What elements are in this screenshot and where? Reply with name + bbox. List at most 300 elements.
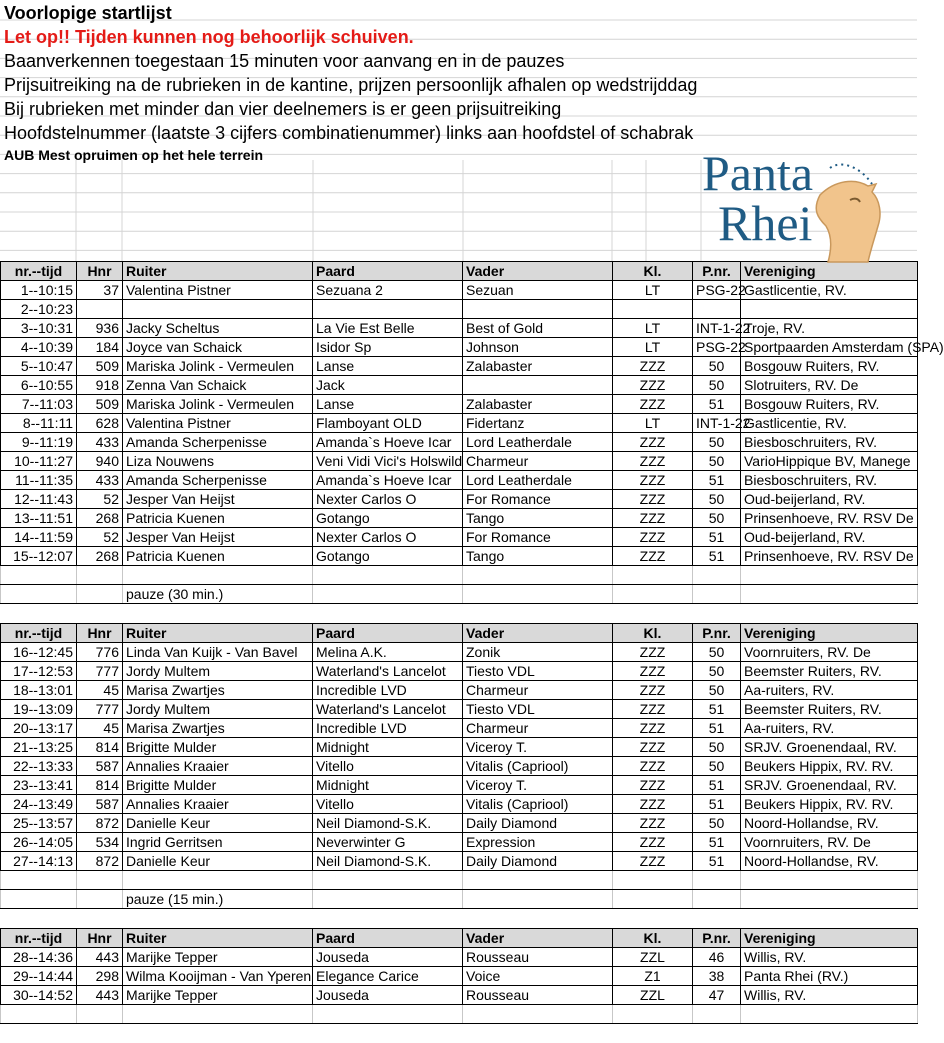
cell-vereniging: Bosgouw Ruiters, RV.: [741, 395, 918, 414]
cell-kl: ZZZ: [613, 643, 693, 662]
cell-ruiter: Valentina Pistner: [123, 281, 313, 300]
column-header-vader: Vader: [463, 262, 613, 281]
column-header-kl: Kl.: [613, 624, 693, 643]
cell-paard: Vitello: [313, 795, 463, 814]
cell-vader: Charmeur: [463, 681, 613, 700]
table-row: [1, 986, 918, 1005]
cell-hnr: 433: [77, 433, 123, 452]
cell-pnr: 51: [693, 395, 741, 414]
cell-kl: ZZZ: [613, 509, 693, 528]
table-row: [1, 662, 918, 681]
empty-cell: [123, 871, 313, 890]
cell-vereniging: Bosgouw Ruiters, RV.: [741, 357, 918, 376]
cell-ruiter: Marisa Zwartjes: [123, 681, 313, 700]
cell-pnr: INT-1-22: [693, 319, 741, 338]
cell-pnr: 38: [693, 967, 741, 986]
cell-vereniging: Prinsenhoeve, RV. RSV De: [741, 509, 918, 528]
table-row: [1, 433, 918, 452]
cell-paard: Nexter Carlos O: [313, 528, 463, 547]
table-header-row: [1, 624, 918, 643]
cell-vereniging: Biesboschruiters, RV.: [741, 471, 918, 490]
cell-kl: ZZZ: [613, 490, 693, 509]
empty-cell: [313, 871, 463, 890]
cell-ruiter: Marijke Tepper: [123, 948, 313, 967]
cell-hnr: 37: [77, 281, 123, 300]
table-row: [1, 833, 918, 852]
cell-nr-tijd: 18--13:01: [1, 681, 77, 700]
cell-kl: [613, 300, 693, 319]
cell-vereniging: Sportpaarden Amsterdam (SPA): [741, 338, 918, 357]
column-header-paard: Paard: [313, 929, 463, 948]
cell-vader: Zonik: [463, 643, 613, 662]
cell-hnr: 628: [77, 414, 123, 433]
cell-pnr: PSG-22: [693, 338, 741, 357]
cell-paard: [313, 300, 463, 319]
cell-nr-tijd: 19--13:09: [1, 700, 77, 719]
empty-cell: [741, 585, 918, 604]
cell-vereniging: SRJV. Groenendaal, RV.: [741, 776, 918, 795]
cell-vader: Johnson: [463, 338, 613, 357]
cell-ruiter: Zenna Van Schaick: [123, 376, 313, 395]
cell-vereniging: Panta Rhei (RV.): [741, 967, 918, 986]
table-row: [1, 795, 918, 814]
cell-kl: ZZZ: [613, 700, 693, 719]
cell-vereniging: Biesboschruiters, RV.: [741, 433, 918, 452]
cell-pnr: PSG-22: [693, 281, 741, 300]
pause-label: pauze (30 min.): [123, 585, 313, 604]
cell-vereniging: Prinsenhoeve, RV. RSV De: [741, 547, 918, 566]
cell-vader: Voice: [463, 967, 613, 986]
cell-kl: ZZZ: [613, 528, 693, 547]
cell-vereniging: Beukers Hippix, RV. RV.: [741, 757, 918, 776]
cell-ruiter: Brigitte Mulder: [123, 776, 313, 795]
cell-kl: ZZZ: [613, 833, 693, 852]
cell-kl: ZZL: [613, 948, 693, 967]
cell-paard: Neil Diamond-S.K.: [313, 852, 463, 871]
empty-cell: [693, 585, 741, 604]
empty-cell: [313, 890, 463, 909]
cell-pnr: 47: [693, 986, 741, 1005]
cell-ruiter: Jordy Multem: [123, 662, 313, 681]
cell-nr-tijd: 17--12:53: [1, 662, 77, 681]
table-row: [1, 681, 918, 700]
column-header-ruiter: Ruiter: [123, 262, 313, 281]
note-line-2: Prijsuitreiking na de rubrieken in de kantine, prijzen persoonlijk afhalen op wedstrijddag: [4, 75, 698, 95]
cell-ruiter: Jordy Multem: [123, 700, 313, 719]
cell-ruiter: Linda Van Kuijk - Van Bavel: [123, 643, 313, 662]
cell-kl: LT: [613, 414, 693, 433]
cell-vader: Vitalis (Capriool): [463, 795, 613, 814]
cell-paard: Jouseda: [313, 948, 463, 967]
table-row: [1, 967, 918, 986]
cell-vader: Viceroy T.: [463, 776, 613, 795]
cell-nr-tijd: 3--10:31: [1, 319, 77, 338]
empty-cell: [463, 1005, 613, 1024]
cell-kl: ZZZ: [613, 471, 693, 490]
cell-vader: Fidertanz: [463, 414, 613, 433]
cell-ruiter: Annalies Kraaier: [123, 795, 313, 814]
cell-vereniging: VarioHippique BV, Manege: [741, 452, 918, 471]
blank-row: [1, 1005, 918, 1024]
cell-vereniging: Slotruiters, RV. De: [741, 376, 918, 395]
cell-kl: ZZZ: [613, 757, 693, 776]
cell-pnr: 46: [693, 948, 741, 967]
cell-nr-tijd: 28--14:36: [1, 948, 77, 967]
empty-cell: [77, 871, 123, 890]
cell-vader: [463, 376, 613, 395]
cell-nr-tijd: 25--13:57: [1, 814, 77, 833]
cell-vader: Tango: [463, 509, 613, 528]
note-bold-line: AUB Mest opruimen op het hele terrein: [4, 147, 264, 163]
empty-cell: [613, 585, 693, 604]
empty-cell: [77, 566, 123, 585]
cell-nr-tijd: 5--10:47: [1, 357, 77, 376]
cell-ruiter: Jesper Van Heijst: [123, 528, 313, 547]
cell-paard: Incredible LVD: [313, 681, 463, 700]
cell-vader: Zalabaster: [463, 395, 613, 414]
cell-hnr: 587: [77, 757, 123, 776]
cell-ruiter: Marisa Zwartjes: [123, 719, 313, 738]
cell-vereniging: Beemster Ruiters, RV.: [741, 700, 918, 719]
column-header-hnr: Hnr: [77, 929, 123, 948]
cell-pnr: 50: [693, 757, 741, 776]
cell-ruiter: Patricia Kuenen: [123, 509, 313, 528]
column-header-ruiter: Ruiter: [123, 624, 313, 643]
cell-pnr: 51: [693, 700, 741, 719]
column-header-paard: Paard: [313, 624, 463, 643]
cell-ruiter: Brigitte Mulder: [123, 738, 313, 757]
cell-hnr: 872: [77, 852, 123, 871]
startlist-section-1: [0, 261, 944, 604]
cell-vader: Expression: [463, 833, 613, 852]
cell-ruiter: Danielle Keur: [123, 852, 313, 871]
column-header-pnr: P.nr.: [693, 262, 741, 281]
cell-kl: LT: [613, 338, 693, 357]
cell-paard: Isidor Sp: [313, 338, 463, 357]
note-line-3: Bij rubrieken met minder dan vier deelnemers is er geen prijsuitreiking: [4, 99, 562, 119]
cell-hnr: 268: [77, 509, 123, 528]
empty-cell: [693, 1005, 741, 1024]
table-header-row: [1, 929, 918, 948]
cell-ruiter: Patricia Kuenen: [123, 547, 313, 566]
cell-pnr: 50: [693, 433, 741, 452]
cell-paard: Incredible LVD: [313, 719, 463, 738]
cell-paard: Amanda`s Hoeve Icar: [313, 433, 463, 452]
cell-nr-tijd: 2--10:23: [1, 300, 77, 319]
cell-vereniging: Willis, RV.: [741, 986, 918, 1005]
blank-row: [1, 871, 918, 890]
cell-pnr: 51: [693, 795, 741, 814]
note-line-4: Hoofdstelnummer (laatste 3 cijfers combinatienummer) links aan hoofdstel of schabrak: [4, 123, 694, 143]
cell-vader: Zalabaster: [463, 357, 613, 376]
cell-vader: Sezuan: [463, 281, 613, 300]
cell-ruiter: Mariska Jolink - Vermeulen: [123, 357, 313, 376]
cell-hnr: 443: [77, 948, 123, 967]
cell-vereniging: Oud-beijerland, RV.: [741, 490, 918, 509]
empty-cell: [741, 871, 918, 890]
column-header-pnr: P.nr.: [693, 624, 741, 643]
empty-cell: [77, 1005, 123, 1024]
cell-pnr: 50: [693, 357, 741, 376]
pause-row: [1, 890, 918, 909]
cell-hnr: 814: [77, 738, 123, 757]
cell-hnr: 777: [77, 700, 123, 719]
column-header-pnr: P.nr.: [693, 929, 741, 948]
empty-cell: [123, 566, 313, 585]
cell-ruiter: Jacky Scheltus: [123, 319, 313, 338]
panta-rhei-logo: [700, 140, 884, 264]
cell-kl: ZZZ: [613, 814, 693, 833]
cell-ruiter: Annalies Kraaier: [123, 757, 313, 776]
cell-vader: Lord Leatherdale: [463, 471, 613, 490]
cell-pnr: 51: [693, 776, 741, 795]
startlist-section-2: [0, 623, 918, 909]
column-header-vader: Vader: [463, 624, 613, 643]
table-row: [1, 509, 918, 528]
cell-nr-tijd: 21--13:25: [1, 738, 77, 757]
cell-pnr: 50: [693, 452, 741, 471]
cell-kl: ZZZ: [613, 719, 693, 738]
cell-kl: ZZZ: [613, 852, 693, 871]
empty-cell: [741, 566, 918, 585]
cell-nr-tijd: 9--11:19: [1, 433, 77, 452]
cell-paard: Waterland's Lancelot: [313, 662, 463, 681]
pause-label: pauze (15 min.): [123, 890, 313, 909]
empty-cell: [613, 871, 693, 890]
cell-nr-tijd: 22--13:33: [1, 757, 77, 776]
cell-nr-tijd: 24--13:49: [1, 795, 77, 814]
cell-hnr: 587: [77, 795, 123, 814]
table-row: [1, 719, 918, 738]
cell-pnr: 51: [693, 528, 741, 547]
cell-nr-tijd: 4--10:39: [1, 338, 77, 357]
table-row: [1, 414, 918, 433]
startlist-section-3: [0, 928, 918, 1024]
cell-ruiter: Danielle Keur: [123, 814, 313, 833]
column-header-kl: Kl.: [613, 929, 693, 948]
cell-nr-tijd: 30--14:52: [1, 986, 77, 1005]
cell-hnr: 433: [77, 471, 123, 490]
cell-paard: La Vie Est Belle: [313, 319, 463, 338]
empty-cell: [693, 890, 741, 909]
page-title: Voorlopige startlijst: [4, 3, 172, 23]
cell-kl: ZZL: [613, 986, 693, 1005]
cell-ruiter: Joyce van Schaick: [123, 338, 313, 357]
column-header-nr-tijd: nr.--tijd: [1, 929, 77, 948]
cell-paard: Sezuana 2: [313, 281, 463, 300]
cell-paard: Melina A.K.: [313, 643, 463, 662]
empty-cell: [741, 1005, 918, 1024]
cell-nr-tijd: 11--11:35: [1, 471, 77, 490]
table-row: [1, 643, 918, 662]
table-row: [1, 948, 918, 967]
cell-ruiter: Wilma Kooijman - Van Yperen: [123, 967, 313, 986]
empty-cell: [463, 871, 613, 890]
cell-pnr: 51: [693, 471, 741, 490]
cell-hnr: 777: [77, 662, 123, 681]
empty-cell: [463, 566, 613, 585]
table-row: [1, 281, 918, 300]
cell-paard: Gotango: [313, 547, 463, 566]
cell-paard: Neil Diamond-S.K.: [313, 814, 463, 833]
cell-kl: ZZZ: [613, 795, 693, 814]
cell-vader: Tiesto VDL: [463, 700, 613, 719]
empty-cell: [313, 1005, 463, 1024]
empty-cell: [77, 890, 123, 909]
cell-vader: Lord Leatherdale: [463, 433, 613, 452]
horse-head-icon: [816, 181, 880, 262]
empty-cell: [463, 890, 613, 909]
table-row: [1, 528, 918, 547]
empty-cell: [1, 585, 77, 604]
table-row: [1, 319, 918, 338]
empty-cell: [613, 1005, 693, 1024]
cell-pnr: 50: [693, 738, 741, 757]
cell-nr-tijd: 16--12:45: [1, 643, 77, 662]
empty-cell: [77, 585, 123, 604]
cell-vader: Charmeur: [463, 452, 613, 471]
cell-nr-tijd: 29--14:44: [1, 967, 77, 986]
cell-hnr: 936: [77, 319, 123, 338]
cell-nr-tijd: 27--14:13: [1, 852, 77, 871]
cell-vereniging: Troje, RV.: [741, 319, 918, 338]
cell-vader: For Romance: [463, 528, 613, 547]
cell-nr-tijd: 8--11:11: [1, 414, 77, 433]
cell-hnr: 509: [77, 395, 123, 414]
table-row: [1, 738, 918, 757]
cell-paard: Lanse: [313, 357, 463, 376]
cell-vader: Tango: [463, 547, 613, 566]
cell-vader: Charmeur: [463, 719, 613, 738]
cell-hnr: 509: [77, 357, 123, 376]
cell-kl: ZZZ: [613, 433, 693, 452]
cell-pnr: 50: [693, 490, 741, 509]
cell-vereniging: Beemster Ruiters, RV.: [741, 662, 918, 681]
cell-vader: Viceroy T.: [463, 738, 613, 757]
cell-pnr: 51: [693, 547, 741, 566]
cell-hnr: 534: [77, 833, 123, 852]
empty-cell: [741, 890, 918, 909]
cell-hnr: 940: [77, 452, 123, 471]
cell-hnr: [77, 300, 123, 319]
cell-hnr: 443: [77, 986, 123, 1005]
cell-vereniging: Aa-ruiters, RV.: [741, 719, 918, 738]
cell-ruiter: Amanda Scherpenisse: [123, 471, 313, 490]
column-header-vader: Vader: [463, 929, 613, 948]
cell-nr-tijd: 14--11:59: [1, 528, 77, 547]
cell-paard: Jack: [313, 376, 463, 395]
cell-nr-tijd: 13--11:51: [1, 509, 77, 528]
cell-pnr: 50: [693, 662, 741, 681]
cell-kl: ZZZ: [613, 547, 693, 566]
cell-paard: Amanda`s Hoeve Icar: [313, 471, 463, 490]
cell-vereniging: Noord-Hollandse, RV.: [741, 814, 918, 833]
cell-kl: ZZZ: [613, 776, 693, 795]
cell-ruiter: Mariska Jolink - Vermeulen: [123, 395, 313, 414]
pause-row: [1, 585, 918, 604]
cell-nr-tijd: 20--13:17: [1, 719, 77, 738]
cell-vereniging: Voornruiters, RV. De: [741, 643, 918, 662]
cell-vader: [463, 300, 613, 319]
table-row: [1, 376, 918, 395]
cell-nr-tijd: 12--11:43: [1, 490, 77, 509]
table-row: [1, 757, 918, 776]
cell-pnr: 50: [693, 681, 741, 700]
table-row: [1, 357, 918, 376]
empty-cell: [313, 566, 463, 585]
empty-cell: [1, 566, 77, 585]
column-header-vereniging: Vereniging: [741, 929, 918, 948]
cell-pnr: 50: [693, 643, 741, 662]
cell-hnr: 45: [77, 681, 123, 700]
cell-kl: ZZZ: [613, 357, 693, 376]
logo-line-rhei: Rhei: [718, 195, 813, 251]
cell-ruiter: Ingrid Gerritsen: [123, 833, 313, 852]
table-row: [1, 338, 918, 357]
cell-vader: Vitalis (Capriool): [463, 757, 613, 776]
cell-pnr: [693, 300, 741, 319]
column-header-vereniging: Vereniging: [741, 262, 918, 281]
blank-row: [1, 566, 918, 585]
cell-kl: ZZZ: [613, 452, 693, 471]
cell-ruiter: Marijke Tepper: [123, 986, 313, 1005]
cell-ruiter: Jesper Van Heijst: [123, 490, 313, 509]
table-row: [1, 547, 918, 566]
cell-vereniging: Gastlicentie, RV.: [741, 281, 918, 300]
table-row: [1, 452, 918, 471]
cell-nr-tijd: 1--10:15: [1, 281, 77, 300]
cell-kl: ZZZ: [613, 662, 693, 681]
table-row: [1, 814, 918, 833]
empty-cell: [693, 566, 741, 585]
cell-paard: Waterland's Lancelot: [313, 700, 463, 719]
cell-paard: Jouseda: [313, 986, 463, 1005]
table-row: [1, 852, 918, 871]
cell-ruiter: Amanda Scherpenisse: [123, 433, 313, 452]
empty-cell: [463, 585, 613, 604]
cell-vereniging: Voornruiters, RV. De: [741, 833, 918, 852]
empty-cell: [613, 566, 693, 585]
cell-pnr: 50: [693, 814, 741, 833]
cell-vereniging: [741, 300, 918, 319]
cell-nr-tijd: 15--12:07: [1, 547, 77, 566]
empty-cell: [693, 871, 741, 890]
cell-hnr: 52: [77, 528, 123, 547]
cell-kl: ZZZ: [613, 681, 693, 700]
column-header-nr-tijd: nr.--tijd: [1, 262, 77, 281]
column-header-hnr: Hnr: [77, 262, 123, 281]
column-header-nr-tijd: nr.--tijd: [1, 624, 77, 643]
table-row: [1, 395, 918, 414]
empty-cell: [1, 871, 77, 890]
cell-paard: Midnight: [313, 738, 463, 757]
empty-cell: [613, 890, 693, 909]
cell-vader: For Romance: [463, 490, 613, 509]
cell-kl: LT: [613, 281, 693, 300]
empty-cell: [313, 585, 463, 604]
cell-paard: Nexter Carlos O: [313, 490, 463, 509]
note-line-1: Baanverkennen toegestaan 15 minuten voor aanvang en in de pauzes: [4, 51, 565, 71]
cell-vader: Rousseau: [463, 986, 613, 1005]
cell-nr-tijd: 6--10:55: [1, 376, 77, 395]
cell-vereniging: Noord-Hollandse, RV.: [741, 852, 918, 871]
cell-nr-tijd: 23--13:41: [1, 776, 77, 795]
logo-line-panta: Panta: [702, 145, 814, 201]
cell-vereniging: Oud-beijerland, RV.: [741, 528, 918, 547]
cell-paard: Veni Vidi Vici's Holswild: [313, 452, 463, 471]
cell-paard: Elegance Carice: [313, 967, 463, 986]
cell-vereniging: Willis, RV.: [741, 948, 918, 967]
